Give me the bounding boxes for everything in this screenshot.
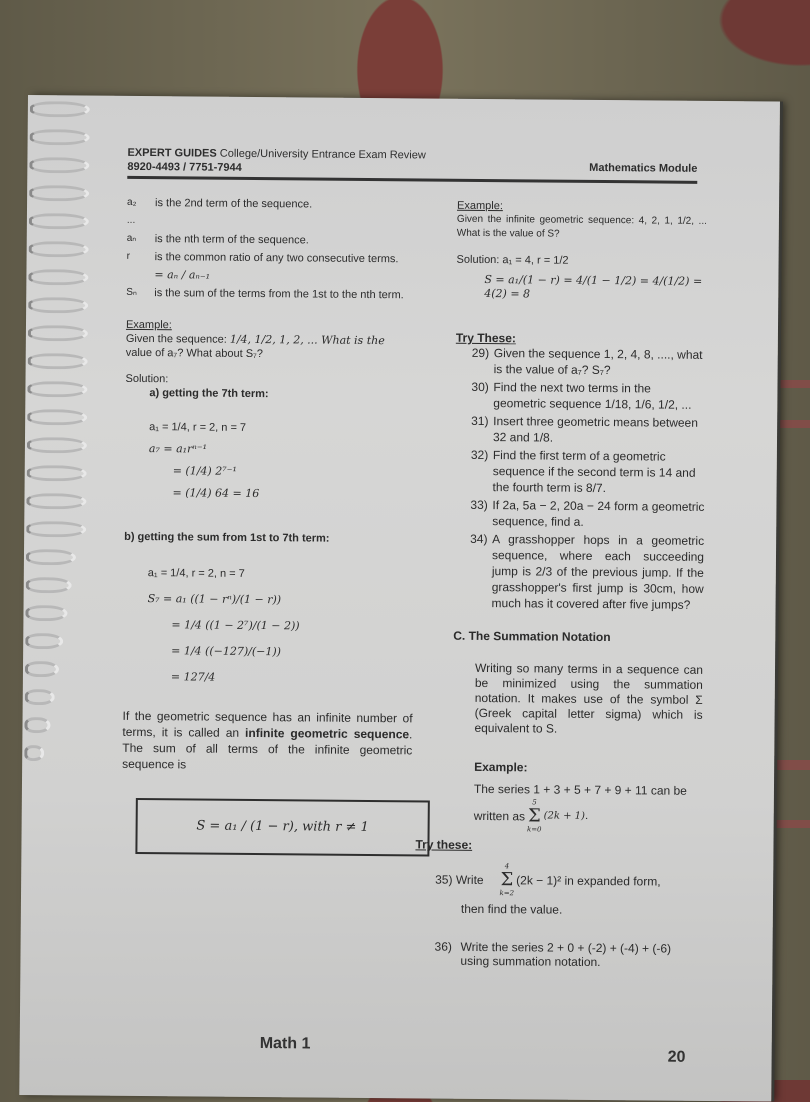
definition-row: = aₙ / aₙ₋₁ [154, 268, 211, 282]
spiral-binding [19, 95, 98, 1096]
brand: EXPERT GUIDES [127, 146, 217, 160]
left-column: a₂ is the 2nd term of the sequence. ... aₙ is the nth term of the sequence. r is the common ratio of any two consecutive terms. = aₙ / aₙ₋₁ Sₙ is the sum of the terms from the 1st to the nth term. Example: Given the sequence: 1/4, 1/2, 1, 2, ... What is the value of a₇? What about S₇? Solution: a) getting the 7th term: a₁ = 1/4, r = 2, n = 7 a₇ = a₁rⁿ⁻¹ = (1/4) 2⁷⁻¹ = (1/4) 64 = 16 b) getting the sum from 1st to 7th term: a₁ = 1/4, r = 2, n = 7 S₇ = a₁ ((1 − rⁿ)/(1 − r)) = 1/4 ((1 − 2⁷)/(1 − 2)) = 1/4 ((−127)/(−1)) = 127/4 If the geometric sequence has an infinite number of terms, it is called an infinite geometric sequence. The sum of all terms of the infinite geometric sequence is S = a₁ / (1 − r), with r ≠ 1 [121, 196, 417, 857]
header-subtitle: College/University Entrance Exam Review [219, 147, 426, 162]
definition-row: ... [126, 214, 136, 226]
sigma-icon: 5 Σ k=0 [526, 798, 542, 834]
infinite-sequence-paragraph: If the geometric sequence has an infinite number of terms, it is called an infinite geometric sequence. The sum of all terms of the infinite geometric sequence is [122, 708, 413, 772]
question-33: 33) If 2a, 5a − 2, 20a − 24 form a geometric sequence, find a. [470, 497, 705, 529]
course-label: Math 1 [259, 1035, 311, 1053]
try-these-2-label: Try these: [415, 837, 473, 852]
sigma-icon: 4 Σ k=2 [499, 862, 515, 898]
question-36: 36) Write the series 2 + 0 + (-2) + (-4) + (-6) using summation notation. [434, 939, 672, 970]
question-32: 32) Find the first term of a geometric sequence if the second term is 14 and the fourth term is 8/7. [470, 447, 696, 496]
summation-paragraph: Writing so many terms in a sequence can be minimized using the summation notation. It makes use of the symbol Σ (Greek capital letter sigma) which is equivalent to S. [474, 660, 704, 736]
question-29: 29) Given the sequence 1, 2, 4, 8, ...., what is the value of a₇? S₇? [471, 345, 703, 378]
solution-label: Solution: [125, 372, 169, 386]
page-number: 20 [667, 1048, 686, 1066]
question-35: 35) Write 4 Σ k=2 (2k − 1)² in expanded form, [435, 862, 661, 898]
definition-row: Sₙ is the sum of the terms from the 1st to the nth term. [126, 286, 404, 302]
example-label: Example: [456, 199, 503, 213]
section-c-heading: C. The Summation Notation [453, 628, 611, 645]
definition-row: r is the common ratio of any two consecutive terms. [126, 250, 399, 266]
phone-numbers: 8920-4493 / 7751-7944 [127, 160, 242, 174]
definition-row: aₙ is the nth term of the sequence. [126, 232, 309, 247]
question-30: 30) Find the next two terms in the geometric sequence 1/18, 1/6, 1/2, ... [471, 379, 692, 412]
textbook-page [19, 95, 780, 1102]
definition-row: a₂ is the 2nd term of the sequence. [127, 196, 313, 211]
question-34: 34) A grasshopper hops in a geometric sequence, where each succeeding jump is 2/3 of the previous jump. If the grasshopper's first jump is 30cm, how much has it covered after five jumps? [470, 531, 705, 612]
page-header [127, 146, 697, 184]
solution-equation: S = a₁/(1 − r) = 4/(1 − 1/2) = 4/(1/2) = 4(2) = 8 [484, 272, 703, 301]
part-b-heading: b) getting the sum from 1st to 7th term: [124, 530, 330, 545]
example-label: Example: [125, 318, 172, 332]
right-column: Example: Given the infinite geometric sequence: 4, 2, 1, 1/2, ... What is the value of S? Solution: a₁ = 4, r = 1/2 S = a₁/(1 − r) = 4/(1 − 1/2) = 4/(1/2) = 4(2) = 8 Try These: 29) Given the sequence 1, 2, 4, 8, ...., what is the value of a₇? S₇? 30) Find the next two terms in the geometric sequence 1/18, 1/6, 1/2, ... 31) Insert three geometric means between 32 and 1/8. 32) Find the first term of a geometric sequence if the second term is 14 and the fourth term is 8/7. 33) If 2a, 5a − 2, 20a − 24 form a geometric sequence, find a. 34) A grasshopper hops in a geometric sequence, where each succeeding jump is 2/3 of the previous jump. If the grasshopper's first jump is 30cm, how much has it covered after five jumps? C. The Summation Notation Writing so many terms in a sequence can be minimized using the summation notation. It makes use of the symbol Σ (Greek capital letter sigma) which is equivalent to S. Example: The series 1 + 3 + 5 + 7 + 9 + 11 can be written as 5 Σ k=0 (2k + 1). Try these: 35) Write 4 Σ k=2 (2k − 1)² in expanded form, then find the value. 36) Write the series 2 + 0 + (-2) + (-4) + (-6) using summation notation. [415, 199, 707, 970]
try-these-label: Try These: [455, 330, 516, 346]
formula-box: S = a₁ / (1 − r), with r ≠ 1 [135, 798, 429, 857]
question-31: 31) Insert three geometric means between 32 and 1/8. [471, 413, 699, 445]
part-a-heading: a) getting the 7th term: [149, 387, 269, 401]
module-title: Mathematics Module [589, 161, 698, 175]
